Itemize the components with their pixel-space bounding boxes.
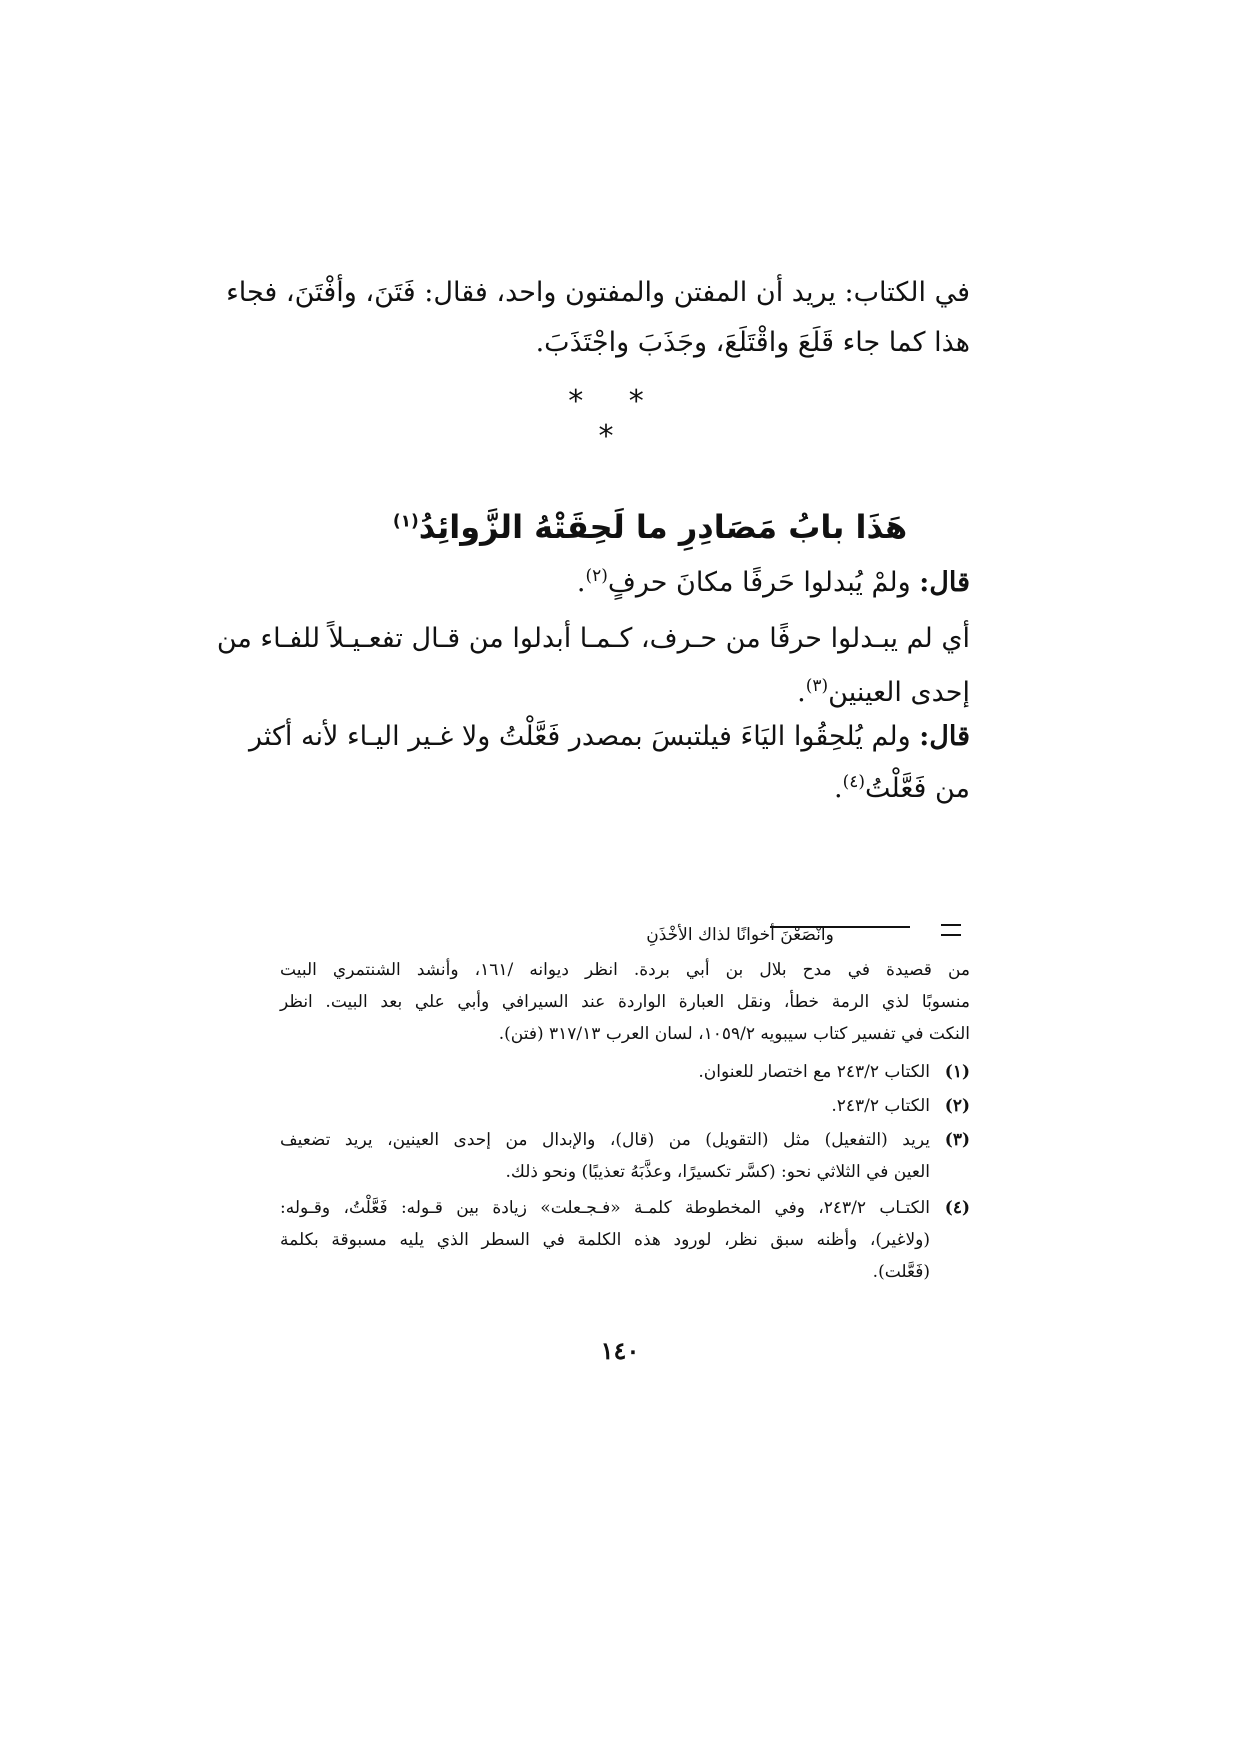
- footnote-number: (٤): [944, 1198, 970, 1218]
- heading-text: هَذَا بابُ مَصَادِرِ ما لَحِقَتْهُ الزَّوائِدُ: [418, 508, 908, 546]
- footnote-line: (ولاغير)، وأظنه سبق نظر، لورود هذه الكلمة في السطر الذي يليه مسبوقة بكلمة: [280, 1230, 930, 1250]
- footnote-line: العين في الثلاثي نحو: (كسَّر تكسيرًا، وعذَّبَهُ تعذيبًا) ونحو ذلك.: [505, 1162, 930, 1182]
- line-text: من فَعَّلْتُ: [865, 773, 970, 804]
- footnote-verse: وانْصَعْنَ أخوانًا لذاك الأخْذَنِ: [646, 925, 834, 945]
- qala-text: ولمْ يُبدلوا حَرفًا مكانَ حرفٍ: [607, 567, 911, 598]
- text-line: [270, 558, 970, 608]
- text-line: في الكتاب: يريد أن المفتن والمفتون واحد، فقال: فَتَنَ، وأفْتَنَ، فجاء: [226, 277, 970, 308]
- page-number: ١٤٠: [600, 1336, 640, 1365]
- footnote-line: الكتـاب ٢٤٣/٢، وفي المخطوطة كلمـة «فـجـعلت» زيادة بين قـوله: فَعَّلْتُ، وقـوله:: [280, 1198, 930, 1218]
- qala-paragraph-2: [248, 712, 970, 814]
- line-text: إحدى العينين: [828, 677, 970, 708]
- footnote-line: (فَعَّلت).: [872, 1262, 930, 1282]
- period: .: [576, 567, 586, 598]
- footnote-line: النكت في تفسير كتاب سيبويه ١٠٥٩/٢، لسان العرب ٣١٧/١٣ (فتن).: [498, 1024, 970, 1044]
- footnote-ref: (٣): [805, 676, 829, 696]
- qala-text: ولم يُلحِقُوا اليَاءَ فيلتبسَ بمصدر فَعَّلْتُ ولا غـير اليـاء لأنه أكثر: [248, 721, 911, 752]
- footnote-4: [280, 1192, 970, 1288]
- continuation-mark: [941, 924, 961, 936]
- text-line: [270, 668, 970, 718]
- footnote-3: [280, 1124, 970, 1188]
- footnote-line: منسوبًا لذي الرمة خطأ، ونقل العبارة الواردة عند السيرافي وأبي علي بعد البيت. انظر: [280, 992, 970, 1012]
- text-line: هذا كما جاء قَلَعَ واقْتَلَعَ، وجَذَبَ واجْتَذَبَ.: [535, 327, 970, 358]
- footnote-ref: (٢): [585, 566, 608, 586]
- explanation-paragraph: [216, 614, 970, 718]
- qala-label: قال:: [919, 567, 970, 598]
- footnote-line: يريد (التفعيل) مثل (التقويل) من (قال)، والإبدال من إحدى العينين، يريد تضعيف: [280, 1130, 930, 1150]
- section-heading: [330, 502, 970, 552]
- footnote-line: الكتاب ٢٤٣/٢.: [831, 1096, 930, 1116]
- footnote-ref: (١): [392, 511, 419, 532]
- footnote-line: من قصيدة في مدح بلال بن أبي بردة. انظر ديوانه /١٦١، وأنشد الشنتمري البيت: [280, 960, 970, 980]
- footnote-number: (٣): [944, 1130, 970, 1150]
- footnote-number: (٢): [944, 1096, 970, 1116]
- text-line: أي لم يبـدلوا حرفًا من حـرف، كـمـا أبدلوا من قـال تفعـيـلاً للفـاء من: [216, 623, 970, 654]
- period: .: [797, 677, 806, 708]
- footnote-2: [280, 1090, 970, 1122]
- footnote-ref: (٤): [842, 772, 866, 792]
- qala-label: قال:: [919, 721, 970, 752]
- qala-paragraph-1: [270, 558, 970, 608]
- text-line: [270, 764, 970, 814]
- period: .: [834, 773, 843, 804]
- footnote-line: الكتاب ٢٤٣/٢ مع اختصار للعنوان.: [698, 1062, 930, 1082]
- footnote-1: [280, 1056, 970, 1088]
- top-paragraph: [226, 268, 970, 368]
- footnote-number: (١): [944, 1062, 970, 1082]
- footnote-continuation: [280, 954, 970, 1050]
- section-separator: * * *: [568, 384, 662, 454]
- text-line: [248, 712, 970, 762]
